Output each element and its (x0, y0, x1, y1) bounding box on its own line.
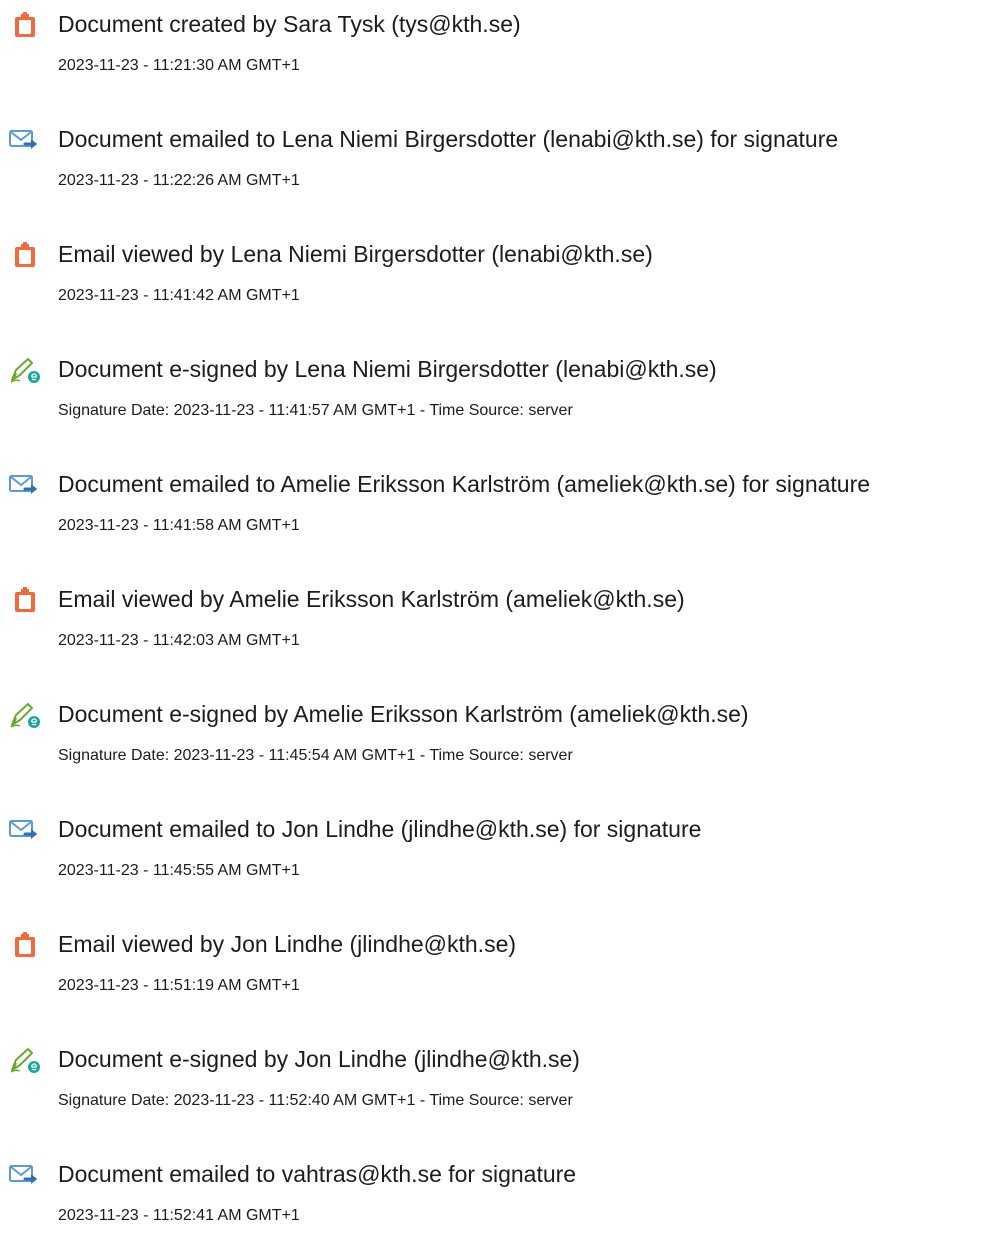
email-sent-icon (8, 470, 42, 500)
entry-signature-date: Signature Date: 2023-11-23 - 11:45:54 AM GMT+1 - Time Source: server (58, 747, 573, 764)
entry-title: Document e-signed by Lena Niemi Birgersdotter (lenabi@kth.se) (58, 356, 717, 382)
entry-signature-date: Signature Date: 2023-11-23 - 11:52:40 AM GMT+1 - Time Source: server (58, 1092, 573, 1109)
entry-title: Email viewed by Jon Lindhe (jlindhe@kth.se) (58, 931, 517, 957)
entry-timestamp: 2023-11-23 - 11:22:26 AM GMT+1 (58, 172, 300, 189)
entry-title: Document emailed to Lena Niemi Birgersdotter (lenabi@kth.se) for signature (58, 126, 839, 152)
entry-title: Email viewed by Lena Niemi Birgersdotter (lenabi@kth.se) (58, 241, 653, 267)
entry-timestamp: 2023-11-23 - 11:45:55 AM GMT+1 (58, 862, 300, 879)
log-entry (0, 8, 1001, 98)
entry-title: Document created by Sara Tysk (tys@kth.se) (58, 11, 521, 37)
e-signed-icon (8, 700, 42, 730)
entry-title: Document e-signed by Amelie Eriksson Karlström (ameliek@kth.se) (58, 701, 749, 727)
document-created-icon (8, 10, 42, 40)
log-entry (0, 928, 1001, 1018)
log-entry (0, 468, 1001, 558)
entry-timestamp: 2023-11-23 - 11:51:19 AM GMT+1 (58, 977, 300, 994)
entry-title: Document e-signed by Jon Lindhe (jlindhe@kth.se) (58, 1046, 580, 1072)
log-entry (0, 583, 1001, 673)
entry-title: Email viewed by Amelie Eriksson Karlström (ameliek@kth.se) (58, 586, 685, 612)
e-signed-icon (8, 355, 42, 385)
email-viewed-icon (8, 240, 42, 270)
entry-title: Document emailed to vahtras@kth.se for signature (58, 1161, 577, 1187)
email-viewed-icon (8, 930, 42, 960)
log-entry (0, 1043, 1001, 1133)
log-entry (0, 123, 1001, 213)
log-entry (0, 1158, 1001, 1248)
email-viewed-icon (8, 585, 42, 615)
email-sent-icon (8, 125, 42, 155)
entry-title: Document emailed to Jon Lindhe (jlindhe@kth.se) for signature (58, 816, 702, 842)
email-sent-icon (8, 1160, 42, 1190)
entry-timestamp: 2023-11-23 - 11:41:58 AM GMT+1 (58, 517, 300, 534)
entry-timestamp: 2023-11-23 - 11:21:30 AM GMT+1 (58, 57, 300, 74)
log-entry (0, 238, 1001, 328)
email-sent-icon (8, 815, 42, 845)
entry-signature-date: Signature Date: 2023-11-23 - 11:41:57 AM GMT+1 - Time Source: server (58, 402, 573, 419)
log-entry (0, 353, 1001, 443)
log-entry (0, 813, 1001, 903)
log-entry (0, 698, 1001, 788)
e-signed-icon (8, 1045, 42, 1075)
entry-timestamp: 2023-11-23 - 11:41:42 AM GMT+1 (58, 287, 300, 304)
entry-timestamp: 2023-11-23 - 11:52:41 AM GMT+1 (58, 1207, 300, 1224)
entry-timestamp: 2023-11-23 - 11:42:03 AM GMT+1 (58, 632, 300, 649)
entry-title: Document emailed to Amelie Eriksson Karlström (ameliek@kth.se) for signature (58, 471, 871, 497)
